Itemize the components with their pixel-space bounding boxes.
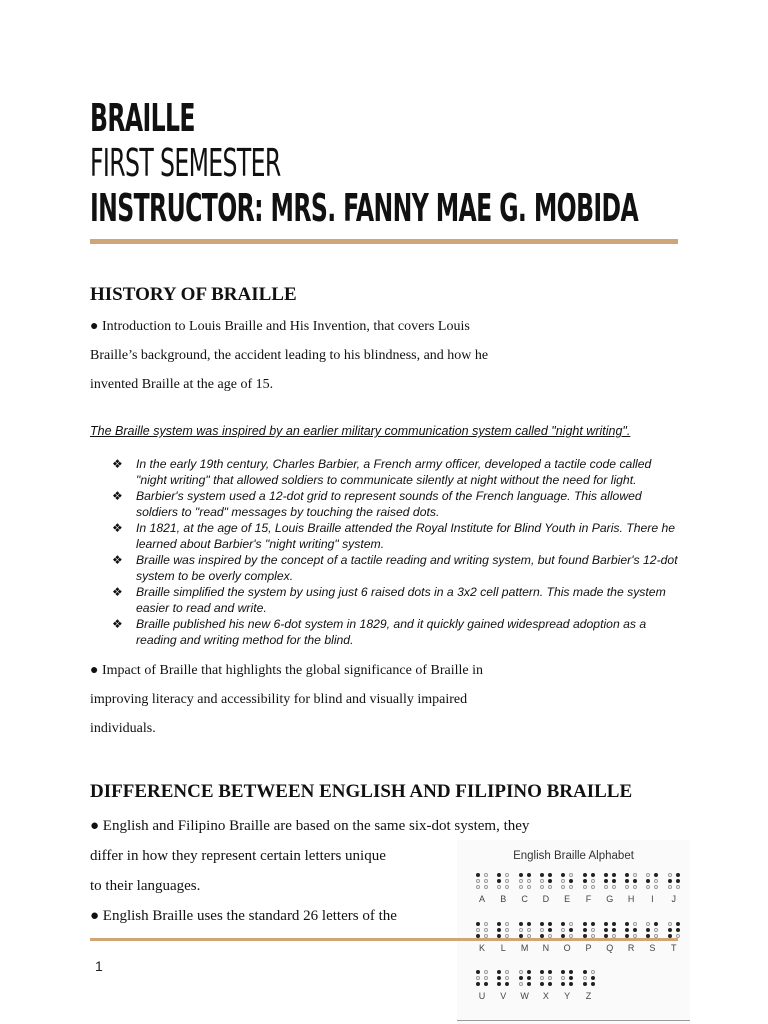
- raised-dot: [676, 873, 680, 877]
- list-item-text: In 1821, at the age of 15, Louis Braille attended the Royal Institute for Blind Youth in Paris. There he learned about Barbier's "night writing" system.: [136, 521, 676, 551]
- braille-letter-label: W: [520, 991, 529, 1001]
- paragraph-line: ● English Braille uses the standard 26 letters of the: [90, 908, 397, 924]
- raised-dot: [625, 879, 629, 883]
- empty-dot: [561, 879, 565, 883]
- braille-letter-label: H: [627, 894, 635, 904]
- raised-dot: [583, 879, 587, 883]
- empty-dot: [561, 928, 565, 932]
- braille-cell-a: [472, 873, 492, 904]
- list-item-text: Braille was inspired by the concept of a tactile reading and writing system, but found Barbier's 12-dot system to be overly complex.: [136, 553, 678, 583]
- list-item-text: Braille simplified the system by using just 6 raised dots in a 3x2 cell pattern. This made the system easier to read and write.: [136, 585, 666, 615]
- braille-cell-j: [664, 873, 684, 904]
- empty-dot: [505, 885, 509, 889]
- braille-dot-grid: [645, 873, 659, 891]
- braille-cell-u: [472, 970, 492, 1001]
- raised-dot: [569, 928, 573, 932]
- empty-dot: [654, 928, 658, 932]
- list-item-text: Barbier's system used a 12-dot grid to represent sounds of the French language. This allowed soldiers to "read" messages by touching the raised dots.: [136, 489, 642, 519]
- raised-dot: [625, 873, 629, 877]
- empty-dot: [505, 970, 509, 974]
- raised-dot: [676, 928, 680, 932]
- raised-dot: [497, 976, 501, 980]
- raised-dot: [527, 970, 531, 974]
- raised-dot: [548, 970, 552, 974]
- raised-dot: [540, 922, 544, 926]
- raised-dot: [676, 879, 680, 883]
- raised-dot: [583, 970, 587, 974]
- document-title: BRAILLE: [90, 96, 195, 140]
- braille-letter-label: V: [500, 991, 507, 1001]
- empty-dot: [519, 879, 523, 883]
- braille-dot-grid: [603, 873, 617, 891]
- raised-dot: [646, 928, 650, 932]
- raised-dot: [668, 879, 672, 883]
- braille-dot-grid: [560, 873, 574, 891]
- raised-dot: [633, 928, 637, 932]
- raised-dot: [633, 879, 637, 883]
- empty-dot: [540, 885, 544, 889]
- braille-dot-grid: [475, 873, 489, 891]
- braille-letter-label: X: [542, 991, 549, 1001]
- empty-dot: [476, 879, 480, 883]
- raised-dot: [604, 928, 608, 932]
- empty-dot: [633, 873, 637, 877]
- raised-dot: [548, 873, 552, 877]
- page-number: 1: [95, 958, 103, 974]
- list-item: [112, 456, 682, 488]
- section-heading-difference: DIFFERENCE BETWEEN ENGLISH AND FILIPINO BRAILLE: [90, 781, 633, 802]
- empty-dot: [668, 922, 672, 926]
- raised-dot: [527, 922, 531, 926]
- raised-dot: [561, 922, 565, 926]
- raised-dot: [497, 928, 501, 932]
- braille-cell-d: [536, 873, 556, 904]
- braille-cell-h: [621, 873, 641, 904]
- raised-dot: [583, 873, 587, 877]
- raised-dot: [548, 928, 552, 932]
- raised-dot: [604, 922, 608, 926]
- braille-dot-grid: [518, 970, 532, 988]
- raised-dot: [583, 928, 587, 932]
- empty-dot: [561, 885, 565, 889]
- raised-dot: [612, 922, 616, 926]
- braille-letter-label: D: [542, 894, 550, 904]
- empty-dot: [591, 885, 595, 889]
- diamond-bullet-icon: ❖: [112, 553, 123, 567]
- list-item: [112, 552, 682, 584]
- braille-letter-label: U: [478, 991, 486, 1001]
- empty-dot: [505, 873, 509, 877]
- raised-dot: [540, 873, 544, 877]
- braille-dot-grid: [475, 970, 489, 988]
- braille-letter-label: F: [585, 894, 592, 904]
- raised-dot: [497, 970, 501, 974]
- raised-dot: [519, 922, 523, 926]
- braille-letter-label: R: [627, 943, 635, 953]
- raised-dot: [519, 976, 523, 980]
- raised-dot: [591, 982, 595, 986]
- list-item-text: In the early 19th century, Charles Barbier, a French army officer, developed a tactile code called "night writing" that allowed soldiers to communicate silently at night without the need for light.: [136, 457, 652, 487]
- raised-dot: [654, 922, 658, 926]
- empty-dot: [569, 873, 573, 877]
- empty-dot: [519, 928, 523, 932]
- empty-dot: [604, 885, 608, 889]
- braille-cell-x: [536, 970, 556, 1001]
- raised-dot: [540, 982, 544, 986]
- list-item: [112, 584, 682, 616]
- raised-dot: [625, 928, 629, 932]
- braille-cell-w: [515, 970, 535, 1001]
- braille-dot-grid: [496, 970, 510, 988]
- paragraph-line: differ in how they represent certain letters unique: [90, 848, 386, 864]
- list-item: [112, 520, 682, 552]
- empty-dot: [505, 879, 509, 883]
- empty-dot: [484, 928, 488, 932]
- braille-letter-label: A: [478, 894, 485, 904]
- braille-letter-label: O: [563, 943, 571, 953]
- braille-letter-label: T: [670, 943, 677, 953]
- diamond-bullet-icon: ❖: [112, 489, 123, 503]
- braille-letter-label: P: [585, 943, 592, 953]
- braille-dot-grid: [496, 873, 510, 891]
- braille-letter-label: B: [500, 894, 507, 904]
- empty-dot: [484, 885, 488, 889]
- empty-dot: [583, 885, 587, 889]
- raised-dot: [527, 873, 531, 877]
- raised-dot: [583, 922, 587, 926]
- raised-dot: [497, 879, 501, 883]
- raised-dot: [497, 873, 501, 877]
- raised-dot: [668, 928, 672, 932]
- braille-dot-grid: [667, 873, 681, 891]
- empty-dot: [540, 879, 544, 883]
- braille-dot-grid: [539, 873, 553, 891]
- empty-dot: [484, 873, 488, 877]
- raised-dot: [484, 982, 488, 986]
- empty-dot: [668, 885, 672, 889]
- braille-letter-label: Z: [585, 991, 592, 1001]
- raised-dot: [497, 922, 501, 926]
- braille-dot-grid: [582, 873, 596, 891]
- raised-dot: [519, 873, 523, 877]
- paragraph-line: ● English and Filipino Braille are based on the same six-dot system, they: [90, 818, 530, 834]
- empty-dot: [633, 922, 637, 926]
- raised-dot: [612, 873, 616, 877]
- empty-dot: [484, 970, 488, 974]
- raised-dot: [476, 982, 480, 986]
- raised-dot: [540, 970, 544, 974]
- braille-letter-label: J: [671, 894, 676, 904]
- braille-cell-g: [600, 873, 620, 904]
- empty-dot: [476, 976, 480, 980]
- raised-dot: [548, 982, 552, 986]
- empty-dot: [591, 928, 595, 932]
- empty-dot: [646, 873, 650, 877]
- figure-title: English Braille Alphabet: [513, 850, 634, 862]
- paragraph-line: to their languages.: [90, 878, 201, 894]
- braille-letter-label: N: [542, 943, 550, 953]
- raised-dot: [654, 873, 658, 877]
- empty-dot: [583, 976, 587, 980]
- list-item-text: Braille published his new 6-dot system in 1829, and it quickly gained widespread adoption as a reading and writing method for the blind.: [136, 617, 647, 647]
- raised-dot: [646, 879, 650, 883]
- braille-letter-label: M: [520, 943, 529, 953]
- diamond-bullet-icon: ❖: [112, 585, 123, 599]
- diamond-bullet-icon: ❖: [112, 617, 123, 631]
- raised-dot: [561, 982, 565, 986]
- instructor-label: INSTRUCTOR: MRS. FANNY MAE G. MOBIDA: [90, 186, 639, 230]
- header-divider: [90, 239, 678, 244]
- raised-dot: [527, 976, 531, 980]
- empty-dot: [505, 922, 509, 926]
- braille-cell-y: [557, 970, 577, 1001]
- braille-letter-label: Q: [606, 943, 614, 953]
- empty-dot: [548, 885, 552, 889]
- paragraph-line: ● Introduction to Louis Braille and His Invention, that covers Louis: [90, 319, 470, 334]
- empty-dot: [591, 970, 595, 974]
- empty-dot: [527, 885, 531, 889]
- braille-cell-i: [642, 873, 662, 904]
- night-writing-subheading: The Braille system was inspired by an earlier military communication system called "night writing".: [90, 424, 631, 438]
- list-item: [112, 616, 682, 648]
- empty-dot: [484, 976, 488, 980]
- raised-dot: [569, 976, 573, 980]
- empty-dot: [484, 879, 488, 883]
- empty-dot: [561, 976, 565, 980]
- raised-dot: [561, 970, 565, 974]
- impact-paragraph: [90, 656, 483, 743]
- braille-letter-label: L: [500, 943, 506, 953]
- braille-cell-z: [579, 970, 599, 1001]
- empty-dot: [527, 928, 531, 932]
- raised-dot: [505, 982, 509, 986]
- braille-cell-c: [515, 873, 535, 904]
- braille-letter-label: E: [564, 894, 571, 904]
- empty-dot: [654, 879, 658, 883]
- raised-dot: [591, 922, 595, 926]
- empty-dot: [519, 885, 523, 889]
- raised-dot: [476, 970, 480, 974]
- raised-dot: [569, 879, 573, 883]
- raised-dot: [561, 873, 565, 877]
- braille-dot-grid: [624, 873, 638, 891]
- raised-dot: [569, 982, 573, 986]
- braille-letter-label: I: [651, 894, 654, 904]
- braille-dot-grid: [582, 970, 596, 988]
- braille-cell-e: [557, 873, 577, 904]
- empty-dot: [505, 976, 509, 980]
- paragraph-line: ● Impact of Braille that highlights the global significance of Braille in: [90, 663, 483, 678]
- list-item: [112, 488, 682, 520]
- raised-dot: [591, 976, 595, 980]
- empty-dot: [654, 885, 658, 889]
- paragraph-line: Braille’s background, the accident leading to his blindness, and how he: [90, 348, 489, 363]
- history-bullet-list: [112, 456, 682, 648]
- empty-dot: [548, 976, 552, 980]
- braille-cell-f: [579, 873, 599, 904]
- empty-dot: [497, 885, 501, 889]
- raised-dot: [591, 873, 595, 877]
- raised-dot: [527, 982, 531, 986]
- empty-dot: [540, 976, 544, 980]
- empty-dot: [519, 982, 523, 986]
- empty-dot: [519, 970, 523, 974]
- empty-dot: [591, 879, 595, 883]
- empty-dot: [484, 922, 488, 926]
- empty-dot: [646, 922, 650, 926]
- paragraph-line: improving literacy and accessibility for blind and visually impaired: [90, 692, 468, 707]
- empty-dot: [476, 928, 480, 932]
- raised-dot: [548, 879, 552, 883]
- raised-dot: [604, 873, 608, 877]
- braille-alphabet-figure: [457, 840, 690, 1024]
- braille-dot-grid: [560, 970, 574, 988]
- braille-dot-grid: [539, 970, 553, 988]
- raised-dot: [604, 879, 608, 883]
- footer-divider: [90, 938, 678, 941]
- diamond-bullet-icon: ❖: [112, 521, 123, 535]
- figure-baseline: [457, 1020, 690, 1021]
- raised-dot: [583, 982, 587, 986]
- empty-dot: [668, 873, 672, 877]
- raised-dot: [676, 922, 680, 926]
- raised-dot: [548, 922, 552, 926]
- empty-dot: [646, 885, 650, 889]
- raised-dot: [497, 982, 501, 986]
- empty-dot: [625, 885, 629, 889]
- empty-dot: [569, 922, 573, 926]
- semester-label: FIRST SEMESTER: [90, 141, 281, 185]
- braille-letter-label: C: [521, 894, 528, 904]
- empty-dot: [676, 885, 680, 889]
- empty-dot: [633, 885, 637, 889]
- empty-dot: [569, 885, 573, 889]
- intro-paragraph: [90, 312, 488, 399]
- section-heading-history: HISTORY OF BRAILLE: [90, 284, 297, 305]
- empty-dot: [476, 885, 480, 889]
- braille-letter-label: S: [649, 943, 656, 953]
- braille-letter-label: Y: [564, 991, 571, 1001]
- raised-dot: [476, 922, 480, 926]
- empty-dot: [540, 928, 544, 932]
- empty-dot: [612, 885, 616, 889]
- raised-dot: [476, 873, 480, 877]
- braille-cell-v: [493, 970, 513, 1001]
- raised-dot: [569, 970, 573, 974]
- diamond-bullet-icon: ❖: [112, 457, 123, 471]
- braille-cell-b: [493, 873, 513, 904]
- braille-dot-grid: [518, 873, 532, 891]
- empty-dot: [527, 879, 531, 883]
- empty-dot: [505, 928, 509, 932]
- braille-letter-label: K: [478, 943, 485, 953]
- raised-dot: [612, 879, 616, 883]
- braille-letter-label: G: [606, 894, 614, 904]
- raised-dot: [625, 922, 629, 926]
- paragraph-line: individuals.: [90, 721, 156, 736]
- paragraph-line: invented Braille at the age of 15.: [90, 377, 274, 392]
- raised-dot: [612, 928, 616, 932]
